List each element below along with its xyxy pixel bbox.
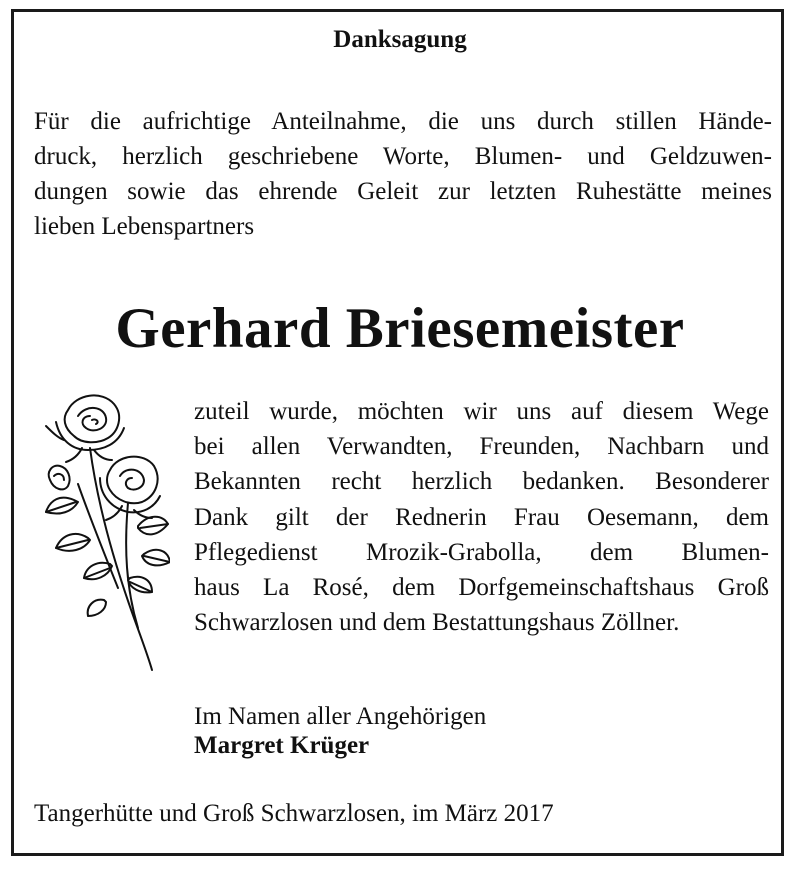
roses-icon bbox=[38, 388, 170, 672]
signatory-name: Margret Krüger bbox=[194, 732, 370, 759]
intro-line: Für die aufrichtige Anteilnahme, die uns durch stillen Hände- bbox=[34, 108, 772, 135]
thanks-paragraph bbox=[194, 394, 769, 640]
thanks-line: Dank gilt der Rednerin Frau Oesemann, dem bbox=[194, 503, 769, 531]
thanks-line: Schwarzlosen und dem Bestattungshaus Zöllner. bbox=[194, 609, 680, 637]
thanks-line: haus La Rosé, dem Dorfgemeinschaftshaus Groß bbox=[194, 574, 769, 602]
intro-line: lieben Lebenspartners bbox=[34, 213, 255, 240]
thanks-line: zuteil wurde, möchten wir uns auf diesem Wege bbox=[194, 398, 769, 425]
intro-paragraph bbox=[34, 104, 772, 244]
thanks-line: Pflegedienst Mrozik-Grabolla, dem Blumen- bbox=[194, 538, 769, 566]
intro-line: druck, herzlich geschriebene Worte, Blumen- und Geldzuwen- bbox=[34, 143, 772, 170]
intro-line: dungen sowie das ehrende Geleit zur letzten Ruhestätte meines bbox=[34, 178, 772, 205]
thanks-line: Bekannten recht herzlich bedanken. Besonderer bbox=[194, 468, 769, 496]
notice-heading: Danksagung bbox=[333, 26, 467, 53]
thanks-line: bei allen Verwandten, Freunden, Nachbarn und bbox=[194, 433, 769, 461]
closing-text: Im Namen aller Angehörigen bbox=[194, 703, 487, 730]
place-date: Tangerhütte und Groß Schwarzlosen, im März 2017 bbox=[34, 800, 554, 827]
deceased-name: Gerhard Briesemeister bbox=[115, 297, 685, 360]
